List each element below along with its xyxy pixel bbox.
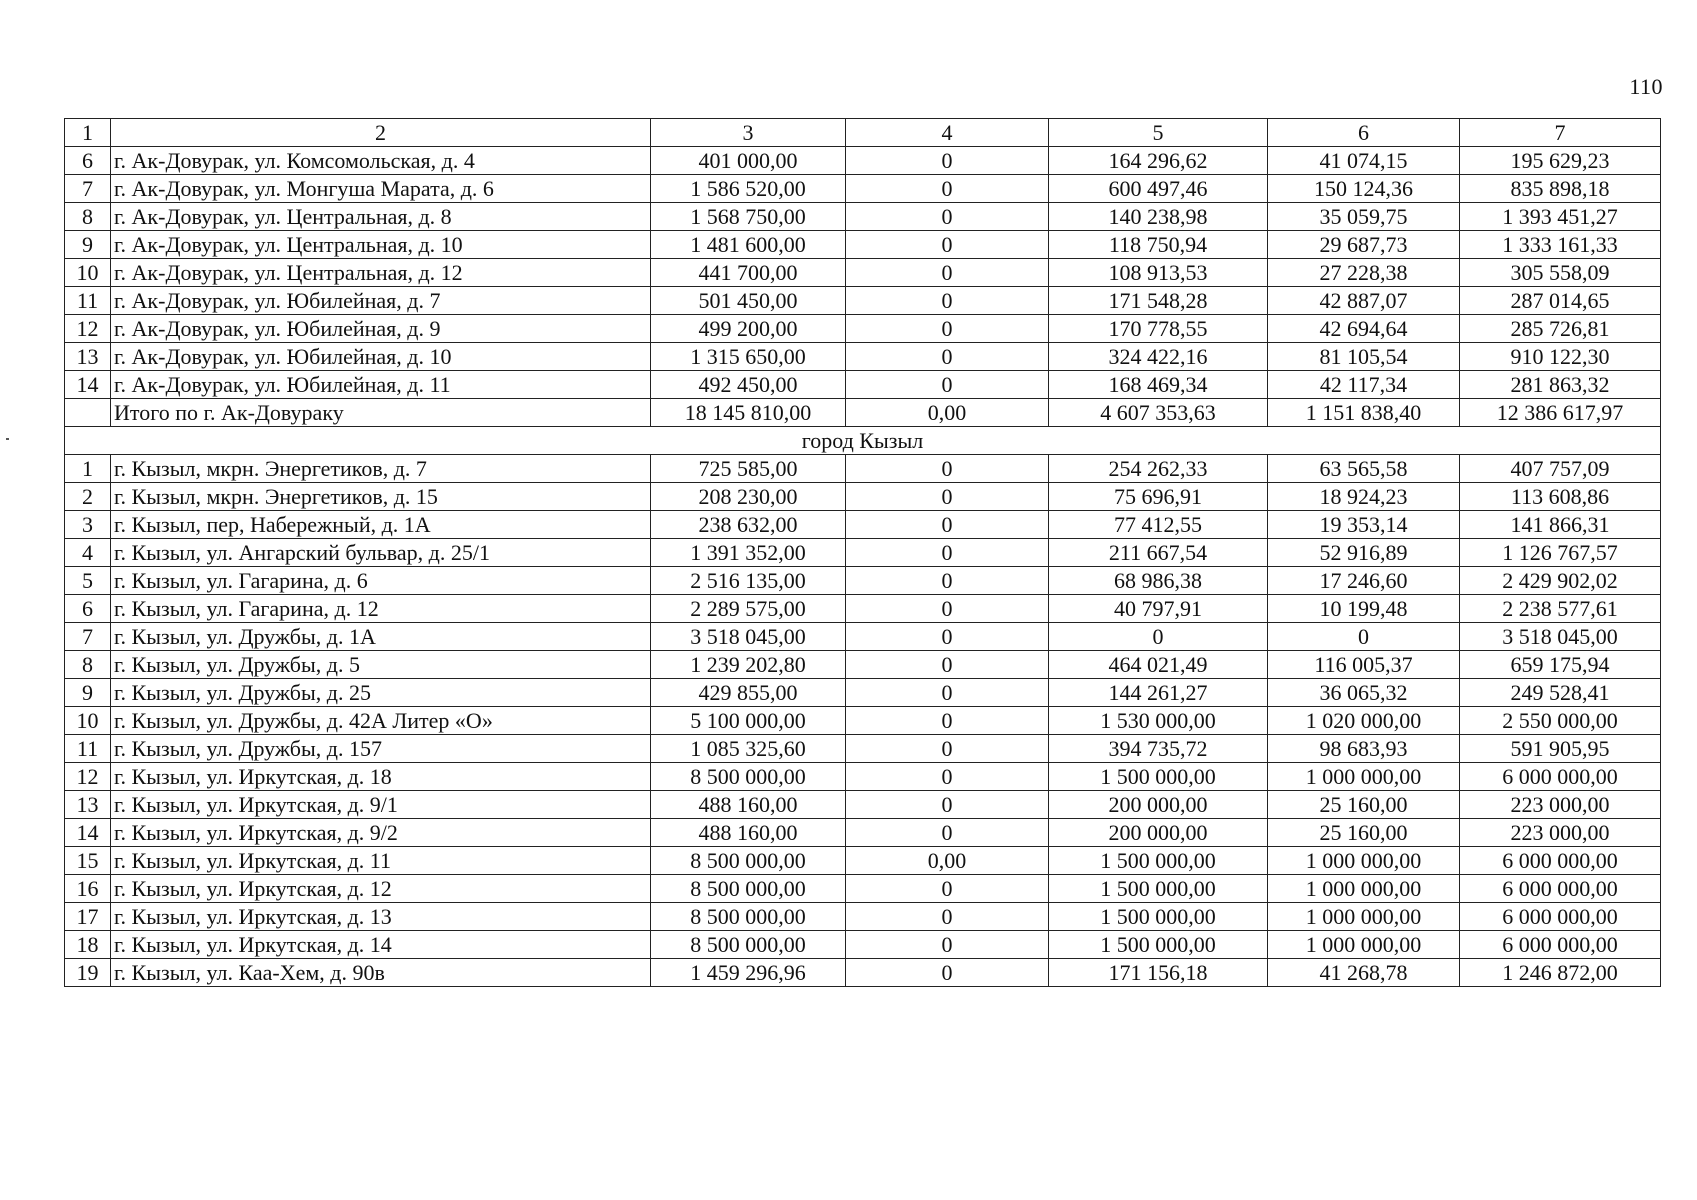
col-5-value: 75 696,91 [1049,483,1268,511]
col-6-value: 1 151 838,40 [1268,399,1460,427]
col-6-value: 25 160,00 [1268,819,1460,847]
table-row [65,203,1661,231]
col-3-value: 8 500 000,00 [651,875,846,903]
section-row [65,427,1661,455]
col-5-value: 600 497,46 [1049,175,1268,203]
col-4-value: 0 [846,763,1049,791]
col-5-value: 211 667,54 [1049,539,1268,567]
col-5-value: 200 000,00 [1049,791,1268,819]
column-header: 4 [846,119,1049,147]
table-row [65,595,1661,623]
column-header: 5 [1049,119,1268,147]
col-5-value: 40 797,91 [1049,595,1268,623]
row-number: 10 [65,707,111,735]
col-6-value: 63 565,58 [1268,455,1460,483]
col-6-value: 1 000 000,00 [1268,875,1460,903]
header-row [65,119,1661,147]
row-number: 13 [65,343,111,371]
address: г. Ак-Довурак, ул. Юбилейная, д. 7 [111,287,651,315]
address: г. Кызыл, ул. Иркутская, д. 11 [111,847,651,875]
col-7-value: 659 175,94 [1460,651,1661,679]
col-4-value: 0 [846,651,1049,679]
col-4-value: 0 [846,595,1049,623]
column-header: 2 [111,119,651,147]
col-4-value: 0 [846,343,1049,371]
col-4-value: 0,00 [846,399,1049,427]
table-row [65,791,1661,819]
col-4-value: 0 [846,287,1049,315]
address: г. Ак-Довурак, ул. Юбилейная, д. 9 [111,315,651,343]
table-row [65,931,1661,959]
col-6-value: 42 694,64 [1268,315,1460,343]
col-7-value: 113 608,86 [1460,483,1661,511]
col-6-value: 27 228,38 [1268,259,1460,287]
row-number: 11 [65,287,111,315]
table-row [65,343,1661,371]
col-7-value: 6 000 000,00 [1460,763,1661,791]
row-number [65,399,111,427]
col-3-value: 501 450,00 [651,287,846,315]
address: г. Кызыл, ул. Дружбы, д. 157 [111,735,651,763]
row-number: 8 [65,651,111,679]
address: г. Кызыл, ул. Дружбы, д. 1А [111,623,651,651]
col-6-value: 41 074,15 [1268,147,1460,175]
col-4-value: 0 [846,875,1049,903]
col-4-value: 0 [846,483,1049,511]
col-3-value: 238 632,00 [651,511,846,539]
address: г. Кызыл, ул. Дружбы, д. 5 [111,651,651,679]
col-3-value: 1 239 202,80 [651,651,846,679]
table-row [65,259,1661,287]
table-body [65,119,1661,987]
col-5-value: 68 986,38 [1049,567,1268,595]
col-3-value: 488 160,00 [651,819,846,847]
address: г. Кызыл, ул. Ангарский бульвар, д. 25/1 [111,539,651,567]
address: г. Кызыл, ул. Дружбы, д. 25 [111,679,651,707]
col-5-value: 464 021,49 [1049,651,1268,679]
row-number: 13 [65,791,111,819]
col-5-value: 144 261,27 [1049,679,1268,707]
col-3-value: 492 450,00 [651,371,846,399]
col-7-value: 1 333 161,33 [1460,231,1661,259]
col-5-value: 1 500 000,00 [1049,931,1268,959]
col-6-value: 0 [1268,623,1460,651]
row-number: 15 [65,847,111,875]
col-3-value: 1 481 600,00 [651,231,846,259]
address: г. Кызыл, ул. Дружбы, д. 42А Литер «О» [111,707,651,735]
address: г. Ак-Довурак, ул. Комсомольская, д. 4 [111,147,651,175]
col-7-value: 285 726,81 [1460,315,1661,343]
col-6-value: 36 065,32 [1268,679,1460,707]
col-3-value: 5 100 000,00 [651,707,846,735]
table-row [65,623,1661,651]
row-number: 14 [65,819,111,847]
col-5-value: 168 469,34 [1049,371,1268,399]
col-4-value: 0 [846,259,1049,287]
row-number: 7 [65,175,111,203]
col-7-value: 6 000 000,00 [1460,875,1661,903]
row-number: 17 [65,903,111,931]
col-3-value: 3 518 045,00 [651,623,846,651]
address: г. Кызыл, ул. Иркутская, д. 14 [111,931,651,959]
col-3-value: 488 160,00 [651,791,846,819]
col-6-value: 19 353,14 [1268,511,1460,539]
address: г. Ак-Довурак, ул. Монгуша Марата, д. 6 [111,175,651,203]
row-number: 6 [65,147,111,175]
col-3-value: 2 516 135,00 [651,567,846,595]
scan-mark [6,438,9,440]
col-6-value: 42 117,34 [1268,371,1460,399]
col-6-value: 1 000 000,00 [1268,763,1460,791]
col-3-value: 1 568 750,00 [651,203,846,231]
table-row [65,651,1661,679]
col-6-value: 1 000 000,00 [1268,903,1460,931]
table-row [65,455,1661,483]
column-header: 3 [651,119,846,147]
col-6-value: 98 683,93 [1268,735,1460,763]
col-4-value: 0 [846,371,1049,399]
col-5-value: 140 238,98 [1049,203,1268,231]
row-number: 8 [65,203,111,231]
col-5-value: 200 000,00 [1049,819,1268,847]
row-number: 7 [65,623,111,651]
address: г. Кызыл, ул. Гагарина, д. 6 [111,567,651,595]
address: г. Кызыл, ул. Гагарина, д. 12 [111,595,651,623]
page-number: 110 [1629,74,1663,99]
col-4-value: 0 [846,231,1049,259]
col-5-value: 324 422,16 [1049,343,1268,371]
col-5-value: 118 750,94 [1049,231,1268,259]
col-6-value: 1 000 000,00 [1268,847,1460,875]
col-7-value: 12 386 617,97 [1460,399,1661,427]
table-row [65,819,1661,847]
col-3-value: 8 500 000,00 [651,763,846,791]
address: Итого по г. Ак-Довураку [111,399,651,427]
col-7-value: 249 528,41 [1460,679,1661,707]
col-3-value: 1 315 650,00 [651,343,846,371]
col-7-value: 141 866,31 [1460,511,1661,539]
col-5-value: 171 156,18 [1049,959,1268,987]
table-row [65,175,1661,203]
col-3-value: 8 500 000,00 [651,903,846,931]
table-row [65,231,1661,259]
address: г. Кызыл, ул. Иркутская, д. 12 [111,875,651,903]
row-number: 12 [65,315,111,343]
table-row [65,315,1661,343]
col-5-value: 4 607 353,63 [1049,399,1268,427]
address: г. Ак-Довурак, ул. Юбилейная, д. 10 [111,343,651,371]
col-4-value: 0 [846,175,1049,203]
col-7-value: 305 558,09 [1460,259,1661,287]
address: г. Ак-Довурак, ул. Центральная, д. 10 [111,231,651,259]
col-5-value: 0 [1049,623,1268,651]
col-4-value: 0 [846,147,1049,175]
col-5-value: 1 500 000,00 [1049,763,1268,791]
col-4-value: 0 [846,903,1049,931]
table-row [65,539,1661,567]
col-7-value: 2 238 577,61 [1460,595,1661,623]
col-4-value: 0 [846,539,1049,567]
col-5-value: 394 735,72 [1049,735,1268,763]
col-3-value: 499 200,00 [651,315,846,343]
col-3-value: 1 459 296,96 [651,959,846,987]
col-4-value: 0 [846,791,1049,819]
address: г. Кызыл, мкрн. Энергетиков, д. 7 [111,455,651,483]
col-6-value: 10 199,48 [1268,595,1460,623]
table-row [65,903,1661,931]
table-row [65,567,1661,595]
col-4-value: 0 [846,819,1049,847]
address: г. Кызыл, ул. Иркутская, д. 18 [111,763,651,791]
row-number: 14 [65,371,111,399]
col-7-value: 195 629,23 [1460,147,1661,175]
col-4-value: 0 [846,959,1049,987]
col-4-value: 0 [846,567,1049,595]
col-7-value: 1 393 451,27 [1460,203,1661,231]
col-7-value: 223 000,00 [1460,791,1661,819]
col-6-value: 52 916,89 [1268,539,1460,567]
col-4-value: 0 [846,511,1049,539]
table-row [65,679,1661,707]
col-3-value: 725 585,00 [651,455,846,483]
col-7-value: 3 518 045,00 [1460,623,1661,651]
col-3-value: 8 500 000,00 [651,931,846,959]
address: г. Кызыл, пер, Набережный, д. 1А [111,511,651,539]
col-6-value: 1 000 000,00 [1268,931,1460,959]
table-row [65,707,1661,735]
address: г. Кызыл, ул. Каа-Хем, д. 90в [111,959,651,987]
col-3-value: 401 000,00 [651,147,846,175]
col-7-value: 1 246 872,00 [1460,959,1661,987]
col-7-value: 287 014,65 [1460,287,1661,315]
address: г. Кызыл, ул. Иркутская, д. 13 [111,903,651,931]
col-7-value: 281 863,32 [1460,371,1661,399]
table-row [65,959,1661,987]
total-row [65,399,1661,427]
col-3-value: 8 500 000,00 [651,847,846,875]
col-7-value: 223 000,00 [1460,819,1661,847]
table-row [65,287,1661,315]
col-6-value: 18 924,23 [1268,483,1460,511]
col-7-value: 407 757,09 [1460,455,1661,483]
col-6-value: 25 160,00 [1268,791,1460,819]
table-row [65,511,1661,539]
col-5-value: 164 296,62 [1049,147,1268,175]
address: г. Ак-Довурак, ул. Центральная, д. 8 [111,203,651,231]
col-7-value: 6 000 000,00 [1460,847,1661,875]
section-title: город Кызыл [65,427,1661,455]
col-7-value: 6 000 000,00 [1460,931,1661,959]
col-3-value: 429 855,00 [651,679,846,707]
col-5-value: 170 778,55 [1049,315,1268,343]
row-number: 1 [65,455,111,483]
col-4-value: 0 [846,203,1049,231]
table-row [65,763,1661,791]
col-6-value: 1 020 000,00 [1268,707,1460,735]
row-number: 5 [65,567,111,595]
col-6-value: 35 059,75 [1268,203,1460,231]
col-5-value: 1 530 000,00 [1049,707,1268,735]
col-3-value: 1 391 352,00 [651,539,846,567]
data-table [64,118,1661,987]
row-number: 4 [65,539,111,567]
col-5-value: 1 500 000,00 [1049,847,1268,875]
table-row [65,735,1661,763]
col-7-value: 910 122,30 [1460,343,1661,371]
row-number: 9 [65,231,111,259]
address: г. Кызыл, мкрн. Энергетиков, д. 15 [111,483,651,511]
address: г. Кызыл, ул. Иркутская, д. 9/1 [111,791,651,819]
row-number: 6 [65,595,111,623]
col-3-value: 18 145 810,00 [651,399,846,427]
col-6-value: 17 246,60 [1268,567,1460,595]
col-4-value: 0 [846,315,1049,343]
table-row [65,483,1661,511]
col-5-value: 1 500 000,00 [1049,903,1268,931]
col-4-value: 0 [846,931,1049,959]
col-7-value: 2 429 902,02 [1460,567,1661,595]
col-5-value: 77 412,55 [1049,511,1268,539]
column-header: 1 [65,119,111,147]
row-number: 10 [65,259,111,287]
col-3-value: 208 230,00 [651,483,846,511]
address: г. Ак-Довурак, ул. Центральная, д. 12 [111,259,651,287]
col-6-value: 150 124,36 [1268,175,1460,203]
col-7-value: 2 550 000,00 [1460,707,1661,735]
col-4-value: 0 [846,623,1049,651]
col-4-value: 0,00 [846,847,1049,875]
table-row [65,371,1661,399]
column-header: 7 [1460,119,1661,147]
col-6-value: 116 005,37 [1268,651,1460,679]
col-4-value: 0 [846,679,1049,707]
col-7-value: 591 905,95 [1460,735,1661,763]
row-number: 18 [65,931,111,959]
row-number: 3 [65,511,111,539]
col-3-value: 1 085 325,60 [651,735,846,763]
address: г. Кызыл, ул. Иркутская, д. 9/2 [111,819,651,847]
col-7-value: 6 000 000,00 [1460,903,1661,931]
row-number: 19 [65,959,111,987]
row-number: 11 [65,735,111,763]
row-number: 12 [65,763,111,791]
col-6-value: 42 887,07 [1268,287,1460,315]
col-5-value: 254 262,33 [1049,455,1268,483]
row-number: 16 [65,875,111,903]
table-row [65,147,1661,175]
col-6-value: 41 268,78 [1268,959,1460,987]
col-7-value: 1 126 767,57 [1460,539,1661,567]
col-5-value: 108 913,53 [1049,259,1268,287]
col-7-value: 835 898,18 [1460,175,1661,203]
col-3-value: 2 289 575,00 [651,595,846,623]
col-5-value: 171 548,28 [1049,287,1268,315]
row-number: 2 [65,483,111,511]
col-3-value: 441 700,00 [651,259,846,287]
row-number: 9 [65,679,111,707]
address: г. Ак-Довурак, ул. Юбилейная, д. 11 [111,371,651,399]
col-4-value: 0 [846,735,1049,763]
col-6-value: 29 687,73 [1268,231,1460,259]
column-header: 6 [1268,119,1460,147]
table-row [65,875,1661,903]
col-4-value: 0 [846,707,1049,735]
col-5-value: 1 500 000,00 [1049,875,1268,903]
col-6-value: 81 105,54 [1268,343,1460,371]
col-3-value: 1 586 520,00 [651,175,846,203]
col-4-value: 0 [846,455,1049,483]
table-row [65,847,1661,875]
